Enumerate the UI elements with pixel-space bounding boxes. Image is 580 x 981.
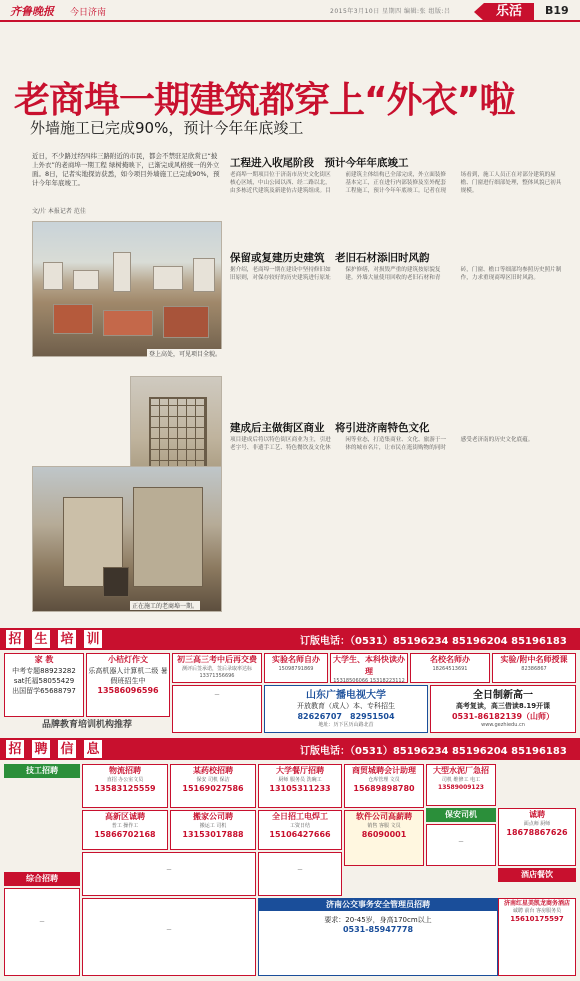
section-heading-2: 保留或复建历史建筑 老旧石材添旧时风韵 <box>230 252 430 264</box>
section-heading-1: 工程进入收尾阶段 预计今年年底竣工 <box>230 157 409 169</box>
newspaper-logo: 齐鲁晚报 <box>10 5 54 18</box>
ad-box: — <box>82 852 256 896</box>
job-ad: 全日招工电焊工 工资日结 15106427666 <box>258 810 342 850</box>
hotel-recruit-ad: 济南红星美凯龙商务酒店 诚聘 前台 客房服务员 15610175597 <box>498 898 576 976</box>
job-ad: 大型水泥厂急招 司机 维修工 电工 13589009123 <box>426 764 496 806</box>
job-ad: 高新区诚聘 普工 操作工 15866702168 <box>82 810 168 850</box>
ad-box: 初三高三考中后再交费 测评后签承诺，签后录取率达标 13371356696 <box>172 653 262 683</box>
banner2-char: 信 <box>58 740 76 758</box>
section-heading-3: 建成后主做街区商业 将引进济南特色文化 <box>230 422 430 434</box>
page-number: B19 <box>545 4 569 17</box>
jobs-label-general: 综合招聘 <box>4 872 80 886</box>
banner2-phone: 订版电话：（0531）85196234 85196204 85196183 <box>300 746 567 757</box>
banner1-char: 训 <box>84 630 102 648</box>
section-body-2: 据介绍，老商埠一期在建设中坚持修旧如旧原则，对保存较好的历史建筑进行原址保护修缮，对损毁严重的建筑按原貌复建。外墙大量使用回收的老旧石材和青砖，门窗、檐口等细部均参照历史照片制作，力求重现商埠区旧时风韵。 <box>230 267 562 281</box>
banner1-char: 培 <box>58 630 76 648</box>
article-subhead: 外墙施工已完成90%，预计今年年底竣工 <box>30 119 304 137</box>
job-ad: 诚聘 面点师 厨师 18678867626 <box>498 808 576 866</box>
banner2-char: 招 <box>6 740 24 758</box>
section-body-3: 项目建成后将以特色街区商业为主，引进老字号、非遗手工艺、特色餐饮及文化休闲等业态，打造集商业、文化、旅游于一体的城市名片，让市民在逛街购物的同时感受老济南的历史文化底蕴。 <box>230 437 534 451</box>
section-city: 今日济南 <box>70 8 107 18</box>
banner2-char: 聘 <box>32 740 50 758</box>
photo2-caption: 正在施工的老商埠一期。 <box>132 603 199 610</box>
ad-box: — <box>172 685 262 733</box>
ad-box: 家 教 中考专题88923282 sat托福58055429 出国留学65688797 <box>4 653 84 717</box>
job-ad: 物流招聘 直招 办公室文员 13583125559 <box>82 764 168 808</box>
banner1-char: 招 <box>6 630 24 648</box>
banner1-phone: 订版电话：（0531）85196234 85196204 85196183 <box>300 636 567 647</box>
photo1-caption: 登上高处，可见项目全貌。 <box>149 351 222 358</box>
ad-box: 实验名师自办 15098791869 <box>264 653 328 683</box>
fulltime-school-ad: 全日制新高一 高考复读，高三借读8.19开课 0531-86182139（山师） www.gezhiedu.cn <box>430 685 576 733</box>
job-ad: 大学餐厅招聘 厨师 服务员 洗碗工 13105311233 <box>258 764 342 808</box>
jobs-label-hotel: 酒店餐饮 <box>498 868 576 882</box>
job-ads-banner <box>0 738 580 760</box>
aerial-view-photo <box>32 221 222 357</box>
article-lead: 近日，不少路过经四纬三路附近的市民，都会不禁驻足欣赏已“披上外衣”的老商埠一期工程 绿树掩映下，已渐完成风格统一的外立面。8日，记者实地探访获悉，如今项目外墙施工已完成90%，预计今年年底竣工。 <box>32 152 220 187</box>
banner1-char: 生 <box>32 630 50 648</box>
ad-box: 名校名师办 18264513691 <box>410 653 490 683</box>
jobs-label-technician: 技工招聘 <box>4 764 80 778</box>
ad-box: — <box>82 898 256 976</box>
directory-title-box: 品牌教育培训机构推荐 <box>4 719 170 733</box>
construction-photo <box>32 466 222 612</box>
ad-box: 实验/附中名师授课 82386867 <box>492 653 576 683</box>
article-byline: 文/片 本报记者 范佳 <box>32 208 86 215</box>
article-headline: 老商埠一期建筑都穿上“外衣”啦 <box>14 80 515 121</box>
masthead <box>0 0 580 22</box>
banner2-char: 息 <box>84 740 102 758</box>
job-ad: 商贸城聘会计助理 仓库管理 文员 15689898780 <box>344 764 424 808</box>
training-ads-banner <box>0 628 580 650</box>
job-ad: 软件公司高薪聘 销售 客服 文员 86090001 <box>344 810 424 866</box>
section-body-1: 老商埠一期项目位于济南市历史文化街区核心区域，中山公园以西、经二路以北，由多栋近代建筑及新建仿古建筑组成。目前建筑主体结构已全部完成，外立面装修基本完工，正在进行内部装修及室外配套工程施工，预计今年年底竣工。记者在现场看到，施工人员正在对部分建筑的屋檐、门窗进行细部处理，整体风貌已初具规模。 <box>230 172 562 194</box>
ad-box: — <box>426 824 496 866</box>
ad-box: — <box>4 888 80 976</box>
tv-university-ad: 山东广播电视大学 开放教育（成人）本、专科招生 82626707 82951504 地址：历下区历山路北首 <box>264 685 428 733</box>
job-ad: 某药校招聘 保安 司机 保洁 15169027586 <box>170 764 256 808</box>
ad-box: — <box>258 852 342 896</box>
issue-date: 2015年3月10日 星期四 编辑:张 组版:吕 <box>330 8 451 15</box>
job-ad: 搬家公司聘 搬运工 司机 13153017888 <box>170 810 256 850</box>
ad-box: 大学生、本科快读办理 15318506066 15318223112 <box>330 653 408 683</box>
section-tag: 乐活 <box>484 3 534 21</box>
ad-box: 小桔灯作文 乐高机器人计算机二级 暑假班招生中 13586096596 <box>86 653 170 717</box>
bus-safety-recruit-ad: 济南公交事务安全管理员招聘 要求：20-45岁，身高170cm以上 0531-85947778 <box>258 898 498 976</box>
jobs-label-security: 保安司机 <box>426 808 496 822</box>
